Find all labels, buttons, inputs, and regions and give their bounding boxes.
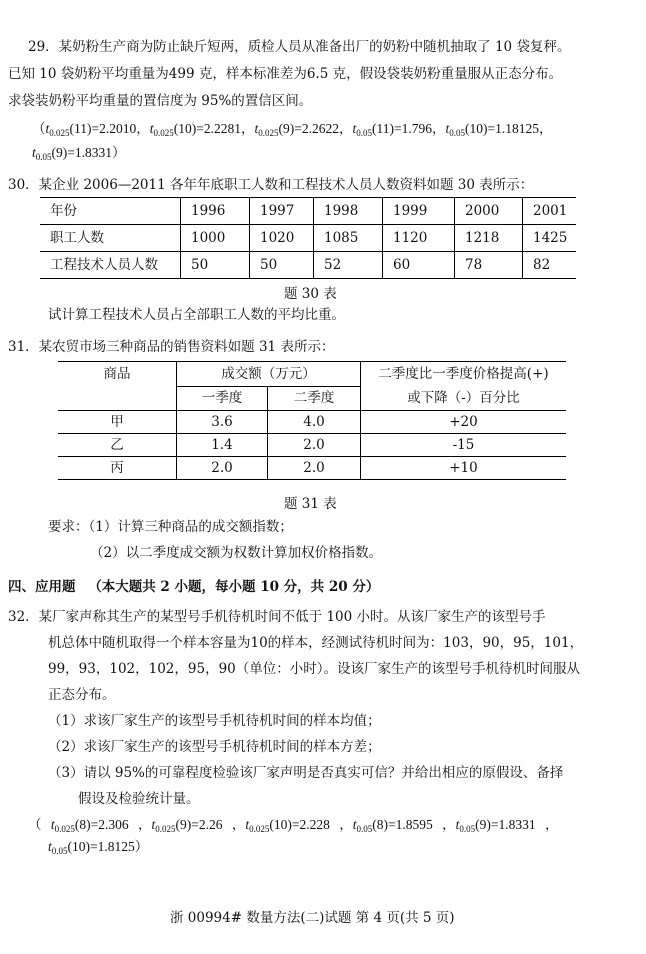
t-argument: (9)=2.2622，	[278, 121, 353, 136]
section-4-note: （本大题共 2 小题，每小题 10 分，共 20 分）	[88, 579, 380, 595]
table-cell: 乙	[58, 434, 177, 457]
table-cell: 1020	[250, 225, 314, 252]
table-cell: 52	[314, 252, 383, 279]
t-argument: (8)=2.306 ，	[74, 817, 152, 832]
table-cell: 1999	[383, 198, 455, 225]
table-cell: 2.0	[268, 457, 361, 480]
table-cell: +10	[361, 457, 567, 480]
q31-caption: 题 31 表	[284, 496, 337, 512]
t-symbol: t	[45, 121, 50, 136]
t-symbol: t	[352, 121, 357, 136]
table-cell: 50	[181, 252, 250, 279]
table-cell: 甲	[58, 411, 177, 434]
table-header-cell: 二季度	[268, 386, 361, 411]
t-symbol: t	[149, 121, 154, 136]
t-subscript: 0.025	[249, 824, 270, 834]
table-cell: 2.0	[177, 457, 268, 480]
q32-line-3: 99，93，102，102，95，90（单位：小时）。设该厂家生产的该型号手机待机时间服从	[48, 661, 580, 677]
q32-line-2: 机总体中随机取得一个样本容量为10的样本，经测试待机时间为：103，90，95，101，	[48, 635, 584, 651]
t-value-term	[353, 817, 456, 832]
q32-line-6: （2）求该厂家生产的该型号手机待机时间的样本方差；	[48, 739, 381, 755]
table-row	[58, 411, 566, 434]
q32-line-4: 正态分布。	[48, 687, 116, 703]
t-subscript: 0.05	[35, 152, 52, 162]
table-header-cell: 商品	[58, 362, 177, 411]
table-header-cell: 成交额（万元）	[177, 362, 361, 387]
t-value-term	[32, 145, 126, 160]
table-row	[40, 198, 576, 225]
table-cell: 1.4	[177, 434, 268, 457]
t-value-term	[456, 817, 559, 832]
t-symbol: t	[50, 817, 55, 832]
q29-formula-line-1: （$t_{0.025}(11)=2.2010$，$t_{0.025}(10)=2.2281$，$t_{0.025}(9)=2.2622$，$t_{0.05}(11)=1.796$，$t_{0.05}(10)=1.18125$，	[32, 121, 553, 138]
price-change-header-line-1: 二季度比一季度价格提高(+)	[378, 366, 549, 382]
t-subscript: 0.05	[459, 824, 476, 834]
t-subscript: 0.025	[54, 824, 75, 834]
q29-formula-line-2	[32, 144, 126, 162]
table-cell: -15	[361, 434, 567, 457]
section-4-title: 四、应用题	[8, 579, 76, 595]
t-subscript: 0.025	[155, 824, 176, 834]
table-cell: 1120	[383, 225, 455, 252]
q32-line-8: 假设及检验统计量。	[78, 791, 200, 807]
q31-requirement-1: 要求：（1）计算三种商品的成交额指数；	[48, 519, 293, 535]
q29-line-2: 已知 10 袋奶粉平均重量为499 克，样本标准差为6.5 克，假设袋装奶粉重量服从正态分布。	[8, 66, 563, 82]
table-header-cell: 一季度	[177, 386, 268, 411]
table-row	[58, 457, 566, 480]
table-cell: 1085	[314, 225, 383, 252]
t-argument: (9)=1.8331 ，	[475, 817, 559, 832]
t-value-term	[245, 817, 352, 832]
t-subscript: 0.05	[356, 824, 373, 834]
q32-formula-line-2	[48, 838, 148, 856]
t-subscript: 0.05	[51, 846, 68, 856]
t-value-term	[48, 839, 148, 854]
table-cell: 82	[523, 252, 577, 279]
t-value-term	[255, 121, 353, 136]
q30-intro: 30．某企业 2006—2011 各年年底职工人数和工程技术人员人数资料如题 30 表所示：	[8, 177, 534, 193]
table-row	[58, 362, 566, 387]
table-cell: 1000	[181, 225, 250, 252]
t-symbol: t	[254, 121, 259, 136]
table-cell: 78	[455, 252, 523, 279]
t-symbol: t	[48, 839, 52, 854]
table-cell: 3.6	[177, 411, 268, 434]
q32-formula-line-1: （ $t_{0.025}(8)=2.306$ ，$t_{0.025}(9)=2.26$ ，$t_{0.025}(10)=2.228$ ，$t_{0.05}(8)=1.8595$ ，$t_{0.05}(9)=1.8331$ ，	[28, 817, 559, 834]
q32-line-7: （3）请以 95%的可靠程度检验该厂家声明是否真实可信？并给出相应的原假设、备择	[48, 765, 564, 781]
q31-intro: 31．某农贸市场三种商品的销售资料如题 31 表所示：	[8, 339, 335, 355]
t-symbol: t	[455, 817, 460, 832]
t-symbol: t	[352, 817, 357, 832]
table-cell: 年份	[40, 198, 181, 225]
t-subscript: 0.025	[49, 128, 70, 138]
t-value-term	[51, 817, 152, 832]
table-cell: 工程技术人员人数	[40, 252, 181, 279]
table-cell: 50	[250, 252, 314, 279]
table-cell: 丙	[58, 457, 177, 480]
q31-requirement-2: （2）以二季度成交额为权数计算加权价格指数。	[90, 545, 383, 561]
t-subscript: 0.05	[356, 128, 373, 138]
t-argument: (10)=1.8125）	[67, 839, 149, 854]
t-subscript: 0.05	[449, 128, 466, 138]
q29-line-1: 29．某奶粉生产商为防止缺斤短两，质检人员从准备出厂的奶粉中随机抽取了 10 袋复秤。	[28, 39, 571, 55]
t-argument: (10)=1.18125，	[465, 121, 553, 136]
t-argument: (9)=1.8331）	[51, 145, 126, 160]
t-symbol: t	[32, 145, 36, 160]
t-argument: (11)=2.2010，	[69, 121, 150, 136]
q31-table	[58, 361, 566, 480]
table-row	[40, 225, 576, 252]
t-argument: (10)=2.228 ，	[269, 817, 353, 832]
t-argument: (9)=2.26 ，	[175, 817, 246, 832]
price-change-header-line-2: 或下降（-）百分比	[407, 390, 520, 406]
table-cell: 1997	[250, 198, 314, 225]
t-subscript: 0.025	[153, 128, 174, 138]
table-cell: 1425	[523, 225, 577, 252]
t-argument: (11)=1.796，	[372, 121, 446, 136]
t-symbol: t	[445, 121, 450, 136]
table-row	[40, 252, 576, 279]
table-cell: 2.0	[268, 434, 361, 457]
q30-table	[40, 197, 576, 279]
table-cell: +20	[361, 411, 567, 434]
page-footer: 浙 00994# 数量方法(二)试题 第 4 页(共 5 页)	[170, 910, 455, 926]
t-value-term	[353, 121, 446, 136]
table-cell: 60	[383, 252, 455, 279]
table-cell: 1218	[455, 225, 523, 252]
table-cell: 2000	[455, 198, 523, 225]
table-header-cell	[361, 362, 567, 411]
q30-question: 试计算工程技术人员占全部职工人数的平均比重。	[48, 307, 345, 323]
q32-line-5: （1）求该厂家生产的该型号手机待机时间的样本均值；	[48, 713, 381, 729]
t-argument: (8)=1.8595 ，	[372, 817, 456, 832]
q30-caption: 题 30 表	[284, 286, 337, 302]
table-cell: 2001	[523, 198, 577, 225]
t-value-term	[446, 121, 553, 136]
q32-line-1: 32．某厂家声称其生产的某型号手机待机时间不低于 100 小时。从该厂家生产的该型号手	[8, 609, 546, 625]
table-cell: 4.0	[268, 411, 361, 434]
t-symbol: t	[245, 817, 250, 832]
t-argument: (10)=2.2281，	[173, 121, 255, 136]
t-subscript: 0.025	[258, 128, 279, 138]
section-4-heading	[8, 578, 379, 596]
table-cell: 职工人数	[40, 225, 181, 252]
q29-line-3: 求袋装奶粉平均重量的置信度为 95%的置信区间。	[8, 93, 313, 109]
t-value-term	[46, 121, 150, 136]
t-symbol: t	[151, 817, 156, 832]
table-row	[58, 434, 566, 457]
t-value-term	[152, 817, 246, 832]
table-cell: 1996	[181, 198, 250, 225]
table-cell: 1998	[314, 198, 383, 225]
t-value-term	[150, 121, 255, 136]
